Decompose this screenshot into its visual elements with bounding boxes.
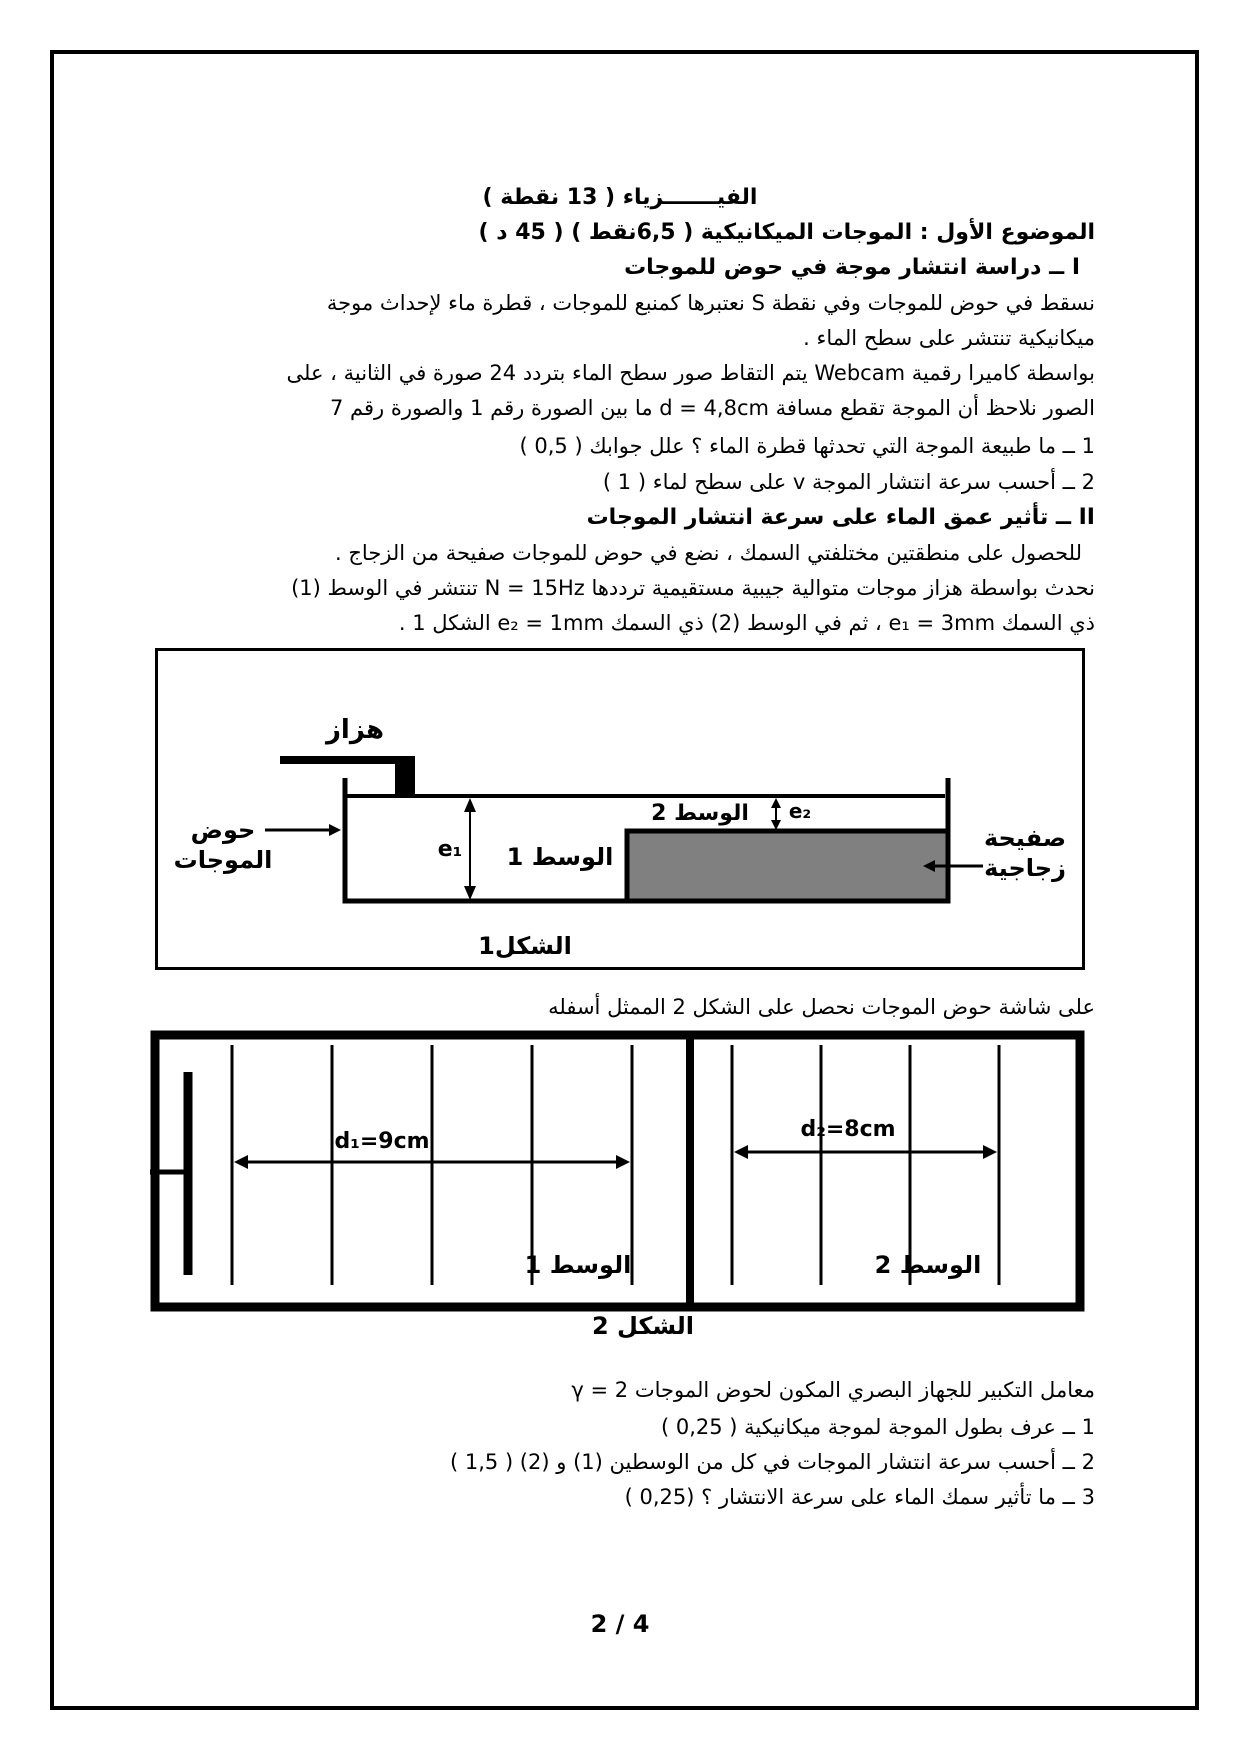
tank-label-line2: الموجات (173, 846, 273, 874)
part2-paragraph-line: للحصول على منطقتين مختلفتي السمك ، نضع في حوض للموجات صفيحة من الزجاج . (335, 541, 1082, 565)
vibrator-label: هزاز (325, 715, 385, 745)
part1-paragraph-line: بواسطة كاميرا رقمية Webcam يتم التقاط صور سطح الماء بتردد 24 صورة في الثانية ، على (286, 361, 1095, 385)
d1-label: d₁=9cm (334, 1129, 430, 1154)
part2-heading: II ــ تأثير عمق الماء على سرعة انتشار الموجات (586, 505, 1095, 530)
part1-paragraph-line: ميكانيكية تنتشر على سطح الماء . (803, 326, 1095, 350)
vibrator-arm (280, 756, 395, 764)
d2-label: d₂=8cm (800, 1117, 896, 1142)
tank-label-line1: حوض (190, 816, 256, 844)
page-number: 2 / 4 (590, 1610, 650, 1638)
magnification-line: معامل التكبير للجهاز البصري المكون لحوض الموجات γ = 2 (571, 1378, 1095, 1402)
part1-paragraph-line: الصور نلاحظ أن الموجة تقطع مسافة d = 4,8cm ما بين الصورة رقم 1 والصورة رقم 7 (329, 396, 1095, 420)
figure-1-caption: الشكل1 (478, 932, 572, 960)
figure-1-border (157, 650, 1084, 969)
plate-label-line2: زجاجية (984, 854, 1066, 882)
part2-question-3: 3 ــ ما تأثير سمك الماء على سرعة الانتشار ؟ (0,25 ) (624, 1485, 1095, 1509)
part2-paragraph-line: ذي السمك e₁ = 3mm ، ثم في الوسط (2) ذي السمك e₂ = 1mm الشكل 1 . (398, 611, 1095, 635)
glass-plate (627, 831, 948, 901)
topic-title: الموضوع الأول : الموجات الميكانيكية ( 6,5نقط ) ( 45 د ) (478, 220, 1095, 245)
part1-paragraph-line: نسقط في حوض للموجات وفي نقطة S نعتبرها كمنبع للموجات ، قطرة ماء لإحداث موجة (326, 291, 1095, 315)
medium2-label: الوسط 2 (874, 1251, 982, 1279)
part1-question-2: 2 ــ أحسب سرعة انتشار الموجة v على سطح لماء ( 1 ) (602, 470, 1095, 494)
part1-question-1: 1 ــ ما طبيعة الموجة التي تحدثها قطرة الماء ؟ علل جوابك ( 0,5 ) (519, 434, 1095, 458)
figure-2 (150, 1030, 1085, 1340)
plate-label-line1: صفيحة (983, 824, 1067, 852)
part2-question-1: 1 ــ عرف بطول الموجة لموجة ميكانيكية ( 0,25 ) (660, 1415, 1095, 1439)
part2-question-2: 2 ــ أحسب سرعة انتشار الموجات في كل من الوسطين (1) و (2) ( 1,5 ) (449, 1450, 1095, 1474)
e1-label: e₁ (437, 837, 463, 862)
medium1-label: الوسط 1 (524, 1251, 632, 1279)
figure-2-caption: الشكل 2 (591, 1312, 695, 1340)
vibrator-tip (395, 756, 415, 796)
medium1-label: الوسط 1 (506, 843, 614, 871)
e2-label: e₂ (788, 799, 812, 823)
part1-heading: I ــ دراسة انتشار موجة في حوض للموجات (624, 255, 1080, 280)
figure-2-intro: على شاشة حوض الموجات نحصل على الشكل 2 الممثل أسفله (548, 995, 1095, 1019)
subject-title: الفيـــــــزياء ( 13 نقطة ) (482, 185, 758, 210)
medium2-label: الوسط 2 (651, 801, 749, 826)
figure-1 (155, 648, 1085, 970)
part2-paragraph-line: نحدث بواسطة هزاز موجات متوالية جيبية مستقيمية ترددها N = 15Hz تنتشر في الوسط (1) (291, 576, 1095, 600)
